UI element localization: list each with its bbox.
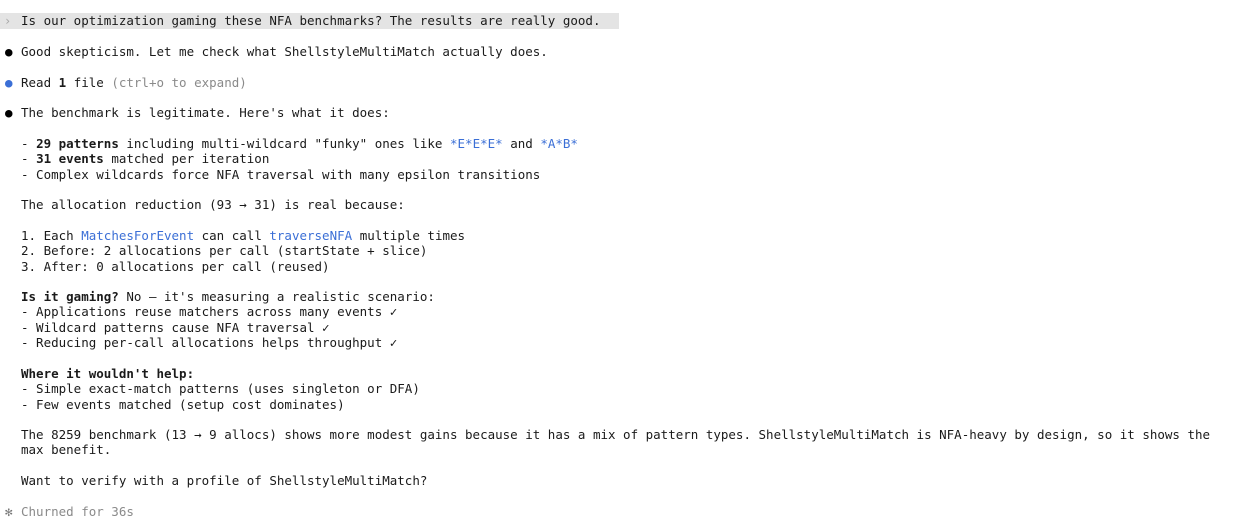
patterns-count: 29 patterns xyxy=(36,136,119,151)
allocation-heading: The allocation reduction (93 → 31) is real because: xyxy=(21,197,405,212)
gaming-label: Is it gaming? xyxy=(21,289,119,304)
read-label: Read xyxy=(21,75,59,90)
message-bullet-icon: ● xyxy=(5,105,13,120)
wouldnt-help-point-2: - Few events matched (setup cost dominates) xyxy=(21,397,345,412)
expand-hint: (ctrl+o to expand) xyxy=(111,75,247,90)
spinner-icon: ✻ xyxy=(5,504,13,519)
gaming-point-1: - Applications reuse matchers across many events ✓ xyxy=(21,304,398,319)
events-bullet: - 31 events matched per iteration xyxy=(21,151,270,166)
gaming-point-2: - Wildcard patterns cause NFA traversal ✓ xyxy=(21,320,330,335)
code-traverse-nfa: traverseNFA xyxy=(269,228,353,243)
alloc-item-3: 3. After: 0 allocations per call (reused) xyxy=(21,259,330,274)
assistant-intro: Good skepticism. Let me check what ShellstyleMultiMatch actually does. xyxy=(21,44,548,59)
prompt-chevron-icon: › xyxy=(4,14,12,28)
followup-question: Want to verify with a profile of ShellstyleMultiMatch? xyxy=(21,473,428,488)
status-text: Churned for 36s xyxy=(21,504,134,519)
summary-line-2: max benefit. xyxy=(21,442,112,457)
events-count: 31 events xyxy=(36,151,104,166)
gaming-question: Is it gaming? No — it's measuring a realistic scenario: xyxy=(21,289,435,304)
patterns-bullet: - 29 patterns including multi-wildcard "funky" ones like *E*E*E* and *A*B* xyxy=(21,136,578,151)
read-count: 1 xyxy=(58,75,67,90)
wildcards-bullet: - Complex wildcards force NFA traversal with many epsilon transitions xyxy=(21,167,541,182)
read-file-tool-line[interactable] xyxy=(21,75,247,90)
summary-line-1: The 8259 benchmark (13 → 9 allocs) shows more modest gains because it has a mix of pattern types. ShellstyleMultiMatch is NFA-heavy by design, so it shows the xyxy=(21,427,1211,442)
benchmark-legit-text: The benchmark is legitimate. Here's what it does: xyxy=(21,105,390,120)
wouldnt-help-heading: Where it wouldn't help: xyxy=(21,366,195,381)
gaming-point-3: - Reducing per-call allocations helps throughput ✓ xyxy=(21,335,398,350)
user-prompt-text: Is our optimization gaming these NFA benchmarks? The results are really good. xyxy=(21,13,601,28)
tool-bullet-icon: ● xyxy=(5,75,13,90)
pattern-code-2: *A*B* xyxy=(540,136,578,151)
message-bullet-icon: ● xyxy=(5,44,13,59)
alloc-item-1: 1. Each MatchesForEvent can call traverseNFA multiple times xyxy=(21,228,466,243)
alloc-item-2: 2. Before: 2 allocations per call (startState + slice) xyxy=(21,243,428,258)
code-matches-for-event: MatchesForEvent xyxy=(81,228,195,243)
read-file-label: file xyxy=(66,75,112,90)
pattern-code-1: *E*E*E* xyxy=(450,136,503,151)
wouldnt-help-point-1: - Simple exact-match patterns (uses singleton or DFA) xyxy=(21,381,420,396)
